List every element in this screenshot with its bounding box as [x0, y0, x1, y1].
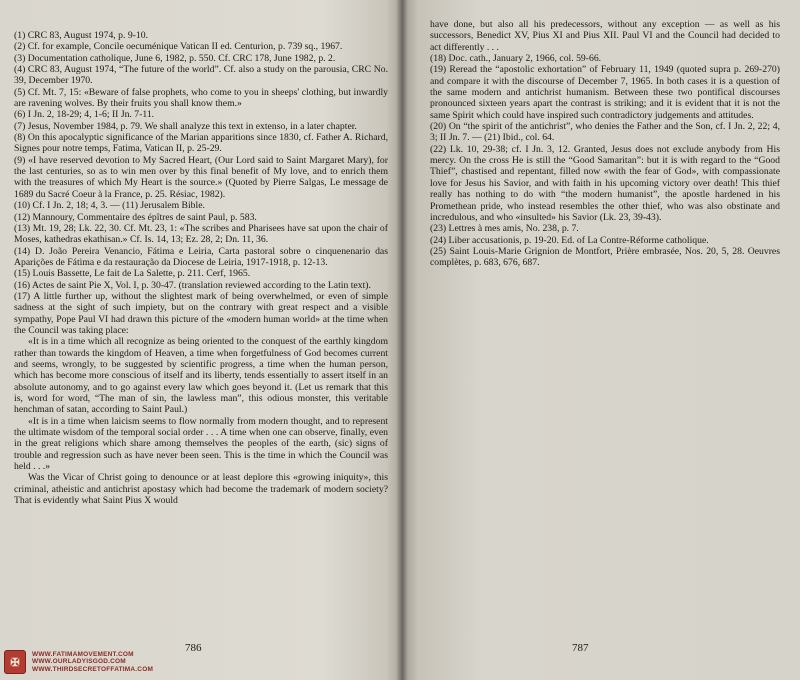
footnote: (18) Doc. cath., January 2, 1966, col. 59-66.	[430, 53, 602, 65]
footnote: (6) I Jn. 2, 18-29; 4, 1-6; II Jn. 7-11.	[14, 109, 155, 121]
footnote: (14) D. João Pereira Venancio, Fátima e Leiria, Carta pastoral sobre o cinquenenario das Aparições de Fátima e da restauração da Diocese de Leiria, 1917-1918, p. 12-13.	[14, 245, 388, 268]
website-watermark	[4, 650, 153, 674]
crest-seal-icon: ✠	[4, 650, 26, 674]
body-paragraph: have done, but also all his predecessors, without any exception — as well as his successors, Benedict XV, Pius XI and Pius XII. Paul VI and the Council had decided to act differently . . .	[430, 19, 780, 53]
footnote: (25) Saint Louis-Marie Grignion de Montfort, Prière embrasée, Nos. 20, 5, 28. Oeuvres complètes, p. 683, 676, 687.	[430, 245, 780, 269]
page-number-right: 787	[572, 642, 589, 654]
footnote: (15) Louis Bassette, Le fait de La Salette, p. 211. Cerf, 1965.	[14, 268, 251, 280]
footnote: (3) Documentation catholique, June 6, 1982, p. 550. Cf. CRC 178, June 1982, p. 2.	[14, 52, 336, 64]
footnote: (4) CRC 83, August 1974, “The future of the world”. Cf. also a study on the parousia, CRC No. 39, December 1970.	[14, 64, 388, 87]
footnote: (9) «I have reserved devotion to My Sacred Heart, (Our Lord said to Saint Margaret Mary), for the last centuries, so as to win men over by this final benefit of My love, and to enrich them with the treasures of which My Heart is the source.» (Quoted by Pierre Salgas, Le message de 1689 du Sacré Coeur à la France, p. 25. Résiac, 1982).	[14, 154, 388, 200]
watermark-url: WWW.THIRDSECRETOFFATIMA.COM	[32, 665, 154, 673]
body-paragraph: Was the Vicar of Christ going to denounce or at least deplore this «growing iniquity», this criminal, atheistic and antichrist apostasy which had become the trademark of modern society? That is evidently what Saint Pius X would	[14, 472, 388, 507]
left-footnotes	[14, 30, 388, 506]
footnote: (23) Lettres à mes amis, No. 238, p. 7.	[430, 223, 579, 235]
footnote: (8) On this apocalyptic significance of the Marian apparitions since 1830, cf. Father A. Richard, Signes pour notre temps, Fatima, Vatican II, p. 25-29.	[14, 132, 388, 155]
footnote: (13) Mt. 19, 28; Lk. 22, 30. Cf. Mt. 23, 1: «The scribes and Pharisees have sat upon the chair of Moses, kathedras ekathisan.» Cf. Is. 14, 13; Ez. 28, 2; Dn. 11, 36.	[14, 222, 388, 246]
book-gutter-shadow	[396, 0, 408, 680]
right-footnotes	[430, 19, 780, 269]
footnote: (7) Jesus, November 1984, p. 79. We shall analyze this text in extenso, in a later chapter.	[14, 120, 357, 132]
footnote: (17) A little further up, without the slightest mark of being overwhelmed, or even of simple sadness at the sight of such impiety, but on the contrary with great respect and a visible sympathy, Pope Paul VI had drawn this picture of the «modern human world» at the time when the Council was taking place:	[14, 290, 388, 336]
watermark-urls	[32, 651, 153, 674]
quoted-paragraph: «It is in a time which all recognize as being oriented to the conquest of the earthly kingdom rather than towards the kingdom of Heaven, a time when forgetfulness of God becomes current and seems, wrongly, to be suggested by scientific progress, a time when the human person, which has become more conscious of itself and its liberty, tends essentially to assert itself in an absolute autonomy, and to go against every law which goes beyond it. (Let us remark that this is, word for word, “The man of sin, the lawless man”, this odious monster, this veritable henchman of satan, according to Saint Paul.)	[14, 336, 388, 416]
footnote: (5) Cf. Mt. 7, 15: «Beware of false prophets, who come to you in sheeps' clothing, but inwardly are ravening wolves. By their fruits you shall know them.»	[14, 86, 388, 110]
watermark-url: WWW.OURLADYISGOD.COM	[32, 658, 126, 666]
footnote: (10) Cf. I Jn. 2, 18; 4, 3. — (11) Jerusalem Bible.	[14, 200, 205, 212]
quoted-paragraph: «It is in a time when laicism seems to flow normally from modern thought, and to represent the ultimate wisdom of the temporal social order . . . A time when one can observe, finally, even in the great religions which share among themselves the peoples of the earth, (sic) signs of trouble and regression such as have never been seen. This is the time in which the Council was held . . .»	[14, 415, 388, 473]
right-page	[402, 0, 800, 680]
watermark-url: WWW.FATIMAMOVEMENT.COM	[32, 650, 134, 658]
footnote: (24) Liber accusationis, p. 19-20. Ed. of La Contre-Réforme catholique.	[430, 234, 709, 246]
page-number-left: 786	[185, 642, 202, 654]
footnote: (19) Reread the “apostolic exhortation” of February 11, 1949 (quoted supra p. 269-270) and compare it with the discourse of December 7, 1965. In both cases it is a question of the same modern and antichrist humanism. Between these two pontifical discourses pronounced sixteen years apart the contrast is striking; and it is evident that it is not the same Spirit which could have inspired such contradictory judgements and attitudes.	[430, 64, 780, 121]
footnote: (20) On “the spirit of the antichrist”, who denies the Father and the Son, cf. I Jn. 2, 22; 4, 3; II Jn. 7. — (21) Ibid., col. 64.	[430, 121, 780, 144]
footnote: (1) CRC 83, August 1974, p. 9-10.	[14, 30, 149, 41]
footnote: (22) Lk. 10, 29-38; cf. I Jn. 3, 12. Granted, Jesus does not exclude anybody from His mercy. On the cross He is still the “Good Samaritan”: but it is with regard to the “Good Thief”, chastised and repentant, filled now «with the fear of God», with compassionate love for Jesus his Savior, and with faith in his upcoming victory over death! This thief really has nothing to do with “the modern humanist”, the apostle hardened in his Promethean pride, who instead resembles the other thief, who was also obstinate and incredulous, and who «insulted» his Savior (Lk. 23, 39-43).	[430, 143, 780, 223]
footnote: (16) Actes de saint Pie X, Vol. I, p. 30-47. (translation reviewed according to the Latin text).	[14, 279, 371, 291]
footnote: (2) Cf. for example, Concile oecuménique Vatican II ed. Centurion, p. 739 sq., 1967.	[14, 41, 343, 53]
footnote: (12) Mannoury, Commentaire des épîtres de saint Paul, p. 583.	[14, 211, 257, 223]
